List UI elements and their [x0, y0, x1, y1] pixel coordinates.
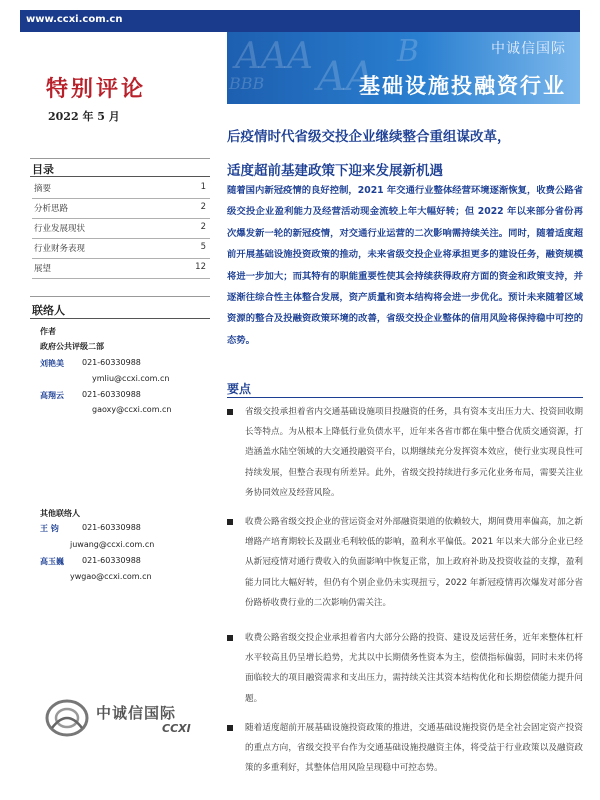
author-email[interactable]: gaoxy@ccxi.com.cn — [92, 405, 172, 414]
key-point-text: 收费公路省级交投企业承担着省内大部分公路的投资、建设及运营任务，近年来整体杠杆水平较高且仍呈增长趋势，尤其以中长期债务性资本为主，偿债指标偏弱，同时未来仍将面临较大的项目融资需求和支出压力，需持续关注其资本结构优化和长期偿债能力提升问题。 — [245, 633, 583, 704]
toc-item-page: 2 — [200, 222, 206, 232]
toc-item-page: 5 — [200, 242, 206, 252]
toc-item[interactable] — [32, 240, 210, 259]
key-point — [227, 402, 583, 503]
contact-phone: 021-60330988 — [82, 523, 141, 532]
logo-text-cn: 中诚信国际 — [96, 704, 177, 722]
divider — [227, 397, 583, 398]
ccxi-logo — [44, 698, 194, 738]
divider — [30, 296, 210, 297]
author-phone: 021-60330988 — [82, 358, 141, 367]
industry-title: 基础设施投融资行业 — [359, 74, 566, 98]
toc-item[interactable] — [32, 260, 210, 279]
banner-decor-aaa: AAA — [235, 36, 313, 77]
toc-item-label: 摘要 — [34, 184, 52, 194]
logo-emblem-icon — [44, 698, 90, 738]
author-phone: 021-60330988 — [82, 390, 141, 399]
top-bar — [20, 10, 580, 32]
summary-paragraph: 随着国内新冠疫情的良好控制，2021 年交通行业整体经营环境逐渐恢复，收费公路省级交投企业盈利能力及经营活动现金流较上年大幅好转；但 2022 年以来部分省份再次爆发新一轮的新冠疫情，对交通行业运营的二次影响需持续关注。同时，随着适度超前开展基础设施投资政策的推动，未来省级交投企业将承担更多的建设任务，融资规模将进一步加大；而其特有的职能重要性使其会持续获得政府方面的资金和政策支持，并逐渐往综合性主体整合发展，资产质量和资本结构将会进一步优化。预计未来随着区域资源的整合及投融资政策环境的改善，省级交投企业整体的信用风险将保持稳中可控的态势。 — [227, 185, 583, 346]
logo-text-en: CCXI — [162, 722, 191, 735]
brand-name: 中诚信国际 — [491, 41, 566, 57]
toc-item[interactable] — [32, 200, 210, 219]
report-type: 特别评论 — [46, 76, 147, 102]
toc-item-page: 2 — [200, 202, 206, 212]
toc-heading: 目录 — [32, 163, 54, 176]
key-point-text: 省级交投承担着省内交通基础设施项目投融资的任务，具有资本支出压力大、投资回收期长等特点。为从根本上降低行业负债水平，近年来各省市都在集中整合优质交通资源，打造涵盖水陆空领域的大交通投融资平台，以期继续充分发挥资本效应，使行业实现良性可持续发展，但整合表现有所差异。此外，省级交投持续进行多元化业务布局，需要关注业务协同效应及经营风险。 — [245, 407, 583, 498]
banner-decor-bbb: BBB — [229, 74, 265, 93]
department: 政府公共评级二部 — [40, 342, 104, 351]
report-title — [227, 120, 577, 188]
toc-item-label: 行业财务表现 — [34, 244, 86, 254]
site-url[interactable]: www.ccxi.com.cn — [26, 14, 123, 25]
banner-decor-aa: AA — [317, 54, 375, 100]
divider — [30, 176, 210, 177]
contacts-heading: 联络人 — [32, 304, 65, 317]
toc-item[interactable] — [32, 180, 210, 199]
bullet-square-icon — [227, 409, 233, 415]
author-name: 刘艳美 — [40, 359, 64, 368]
authors-heading: 作者 — [40, 327, 56, 336]
key-points-heading: 要点 — [227, 382, 252, 396]
toc-item[interactable] — [32, 220, 210, 239]
report-date: 2022 年 5 月 — [48, 110, 120, 123]
title-line-2: 适度超前基建政策下迎来发展新机遇 — [227, 163, 443, 179]
contact-phone: 021-60330988 — [82, 556, 141, 565]
contact-name: 王 钧 — [40, 524, 59, 533]
key-point-text: 随着适度超前开展基础设施投资政策的推进，交通基础设施投资仍是全社会固定资产投资的重点方向，省级交投平台作为交通基础设施投融资主体，将受益于行业政策以及融资政策的多重利好，其整体信用风险呈现稳中可控态势。 — [245, 723, 583, 774]
contact-name: 高玉巍 — [40, 557, 64, 566]
other-contacts-heading: 其他联络人 — [40, 509, 80, 518]
toc-item-page: 1 — [200, 182, 206, 192]
bullet-square-icon — [227, 725, 233, 731]
bullet-square-icon — [227, 635, 233, 641]
title-line-1: 后疫情时代省级交投企业继续整合重组谋改革， — [227, 129, 511, 145]
toc-item-label: 分析思路 — [34, 204, 69, 214]
bullet-square-icon — [227, 519, 233, 525]
header-banner — [227, 32, 580, 104]
key-point-text: 收费公路省级交投企业的营运资金对外部融资渠道的依赖较大，期间费用率偏高，加之新增路产培育期较长及副业毛利较低的影响，盈利水平偏低。2021 年以来大部分企业已经从新冠疫情对通行费收入的负面影响中恢复正常，加上政府补助及投资收益的支撑，盈利能力同比大幅好转，但仍有个别企业仍未实现扭亏，2022 年新冠疫情再次爆发对部分省份路桥收费行业的二次影响仍需关注。 — [245, 517, 583, 608]
contact-email[interactable]: ywgao@ccxi.com.cn — [70, 572, 152, 581]
author-name: 高翔云 — [40, 391, 64, 400]
toc-item-label: 行业发展现状 — [34, 224, 86, 234]
banner-decor-b: B — [397, 34, 420, 69]
toc-item-label: 展望 — [34, 264, 52, 274]
key-point — [227, 512, 583, 613]
contact-email[interactable]: juwang@ccxi.com.cn — [70, 540, 155, 549]
toc-item-page: 12 — [195, 262, 206, 272]
key-point — [227, 628, 583, 709]
divider — [30, 318, 210, 319]
key-point — [227, 718, 583, 779]
divider — [30, 158, 210, 159]
author-email[interactable]: ymliu@ccxi.com.cn — [92, 374, 170, 383]
